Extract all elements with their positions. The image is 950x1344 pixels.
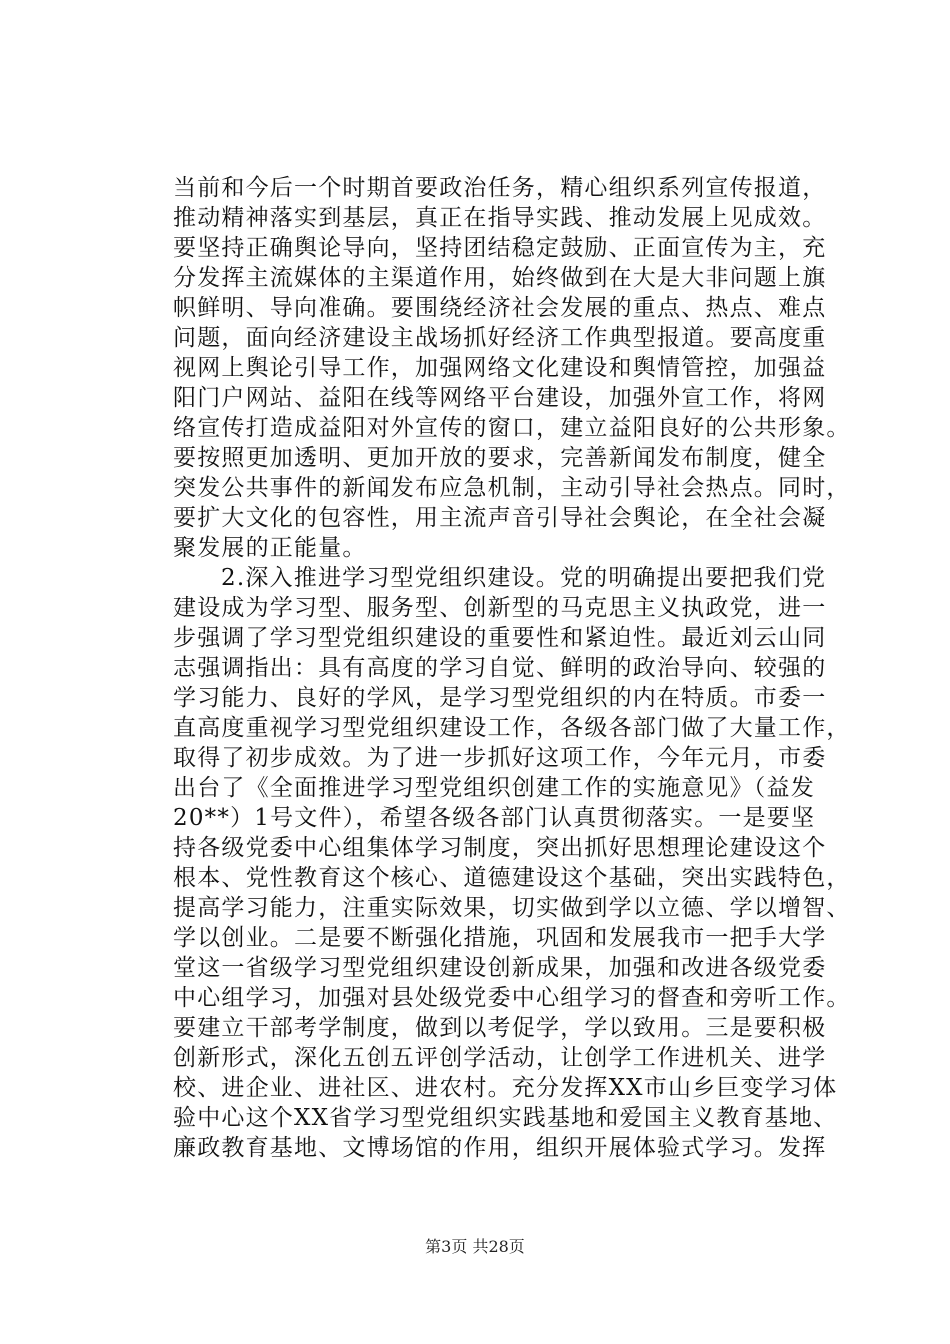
text-line: 络宣传打造成益阳对外宣传的窗口，建立益阳良好的公共形象。 <box>173 415 851 441</box>
text-line: 20**）1号文件），希望各级各部门认真贯彻落实。一是要坚 <box>173 805 816 831</box>
text-line: 阳门户网站、益阳在线等网络平台建设，加强外宣工作，将网 <box>173 385 827 411</box>
text-line: 推动精神落实到基层，真正在指导实践、推动发展上见成效。 <box>173 205 827 231</box>
text-line: 创新形式，深化五创五评创学活动，让创学工作进机关、进学 <box>173 1045 827 1071</box>
page-number-footer: 第3页 共28页 <box>425 1237 525 1256</box>
text-line: 直高度重视学习型党组织建设工作，各级各部门做了大量工作， <box>173 715 851 741</box>
text-line: 帜鲜明、导向准确。要围绕经济社会发展的重点、热点、难点 <box>173 295 827 321</box>
text-line: 学习能力、良好的学风，是学习型党组织的内在特质。市委一 <box>173 685 827 711</box>
text-line: 要建立干部考学制度，做到以考促学，学以致用。三是要积极 <box>173 1015 827 1041</box>
text-line: 堂这一省级学习型党组织建设创新成果，加强和改进各级党委 <box>173 955 827 981</box>
text-line: 验中心这个XX省学习型党组织实践基地和爱国主义教育基地、 <box>173 1105 838 1131</box>
paragraph-1 <box>173 173 863 563</box>
text-line: 建设成为学习型、服务型、创新型的马克思主义执政党，进一 <box>173 595 827 621</box>
text-line: 问题，面向经济建设主战场抓好经济工作典型报道。要高度重 <box>173 325 827 351</box>
text-line: 校、进企业、进社区、进农村。充分发挥XX市山乡巨变学习体 <box>173 1075 838 1101</box>
text-line: 廉政教育基地、文博场馆的作用，组织开展体验式学习。发挥 <box>173 1135 827 1161</box>
text-line: 志强调指出：具有高度的学习自觉、鲜明的政治导向、较强的 <box>173 655 827 681</box>
text-line: 视网上舆论引导工作，加强网络文化建设和舆情管控，加强益 <box>173 355 827 381</box>
text-line: 步强调了学习型党组织建设的重要性和紧迫性。最近刘云山同 <box>173 625 827 651</box>
text-line: 要扩大文化的包容性，用主流声音引导社会舆论，在全社会凝 <box>173 505 827 531</box>
text-line: 中心组学习，加强对县处级党委中心组学习的督查和旁听工作。 <box>173 985 851 1011</box>
text-line: 学以创业。二是要不断强化措施，巩固和发展我市一把手大学 <box>173 925 827 951</box>
text-line: 当前和今后一个时期首要政治任务，精心组织系列宣传报道， <box>173 175 827 201</box>
text-line: 根本、党性教育这个核心、道德建设这个基础，突出实践特色， <box>173 865 851 891</box>
text-line: 聚发展的正能量。 <box>173 535 367 561</box>
text-line: 2.深入推进学习型党组织建设。党的明确提出要把我们党 <box>221 565 827 591</box>
paragraph-2 <box>173 563 863 1163</box>
text-line: 提高学习能力，注重实际效果，切实做到学以立德、学以增智、 <box>173 895 851 921</box>
text-line: 取得了初步成效。为了进一步抓好这项工作，今年元月，市委 <box>173 745 827 771</box>
text-line: 突发公共事件的新闻发布应急机制，主动引导社会热点。同时， <box>173 475 851 501</box>
text-line: 分发挥主流媒体的主渠道作用，始终做到在大是大非问题上旗 <box>173 265 827 291</box>
text-line: 要坚持正确舆论导向，坚持团结稳定鼓励、正面宣传为主，充 <box>173 235 827 261</box>
text-line: 要按照更加透明、更加开放的要求，完善新闻发布制度，健全 <box>173 445 827 471</box>
document-body <box>173 173 863 1163</box>
text-line: 出台了《全面推进学习型党组织创建工作的实施意见》（益发 <box>173 775 815 801</box>
text-line: 持各级党委中心组集体学习制度，突出抓好思想理论建设这个 <box>173 835 827 861</box>
